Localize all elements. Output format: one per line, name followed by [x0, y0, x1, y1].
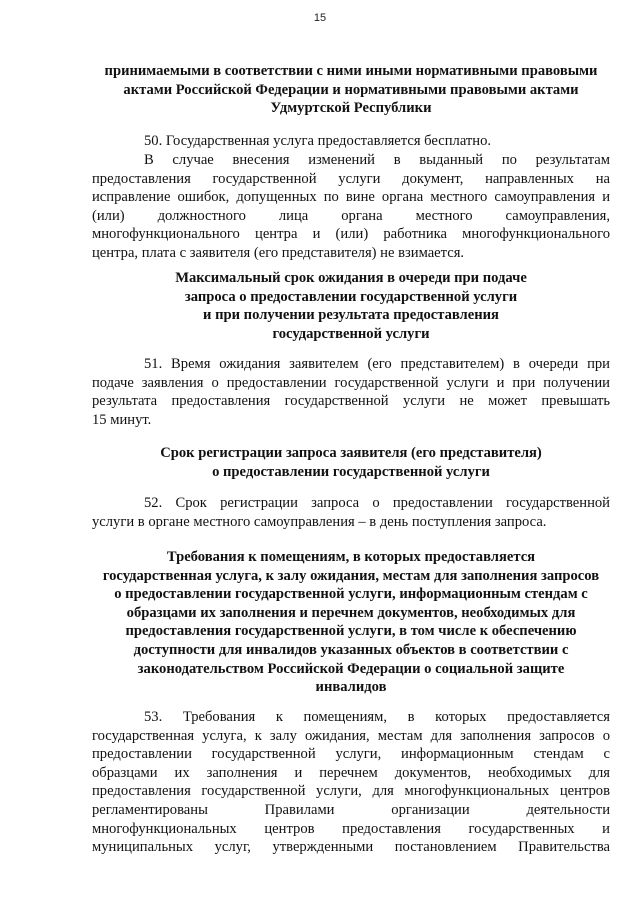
paragraph-line: государственная услуга, к залу ожидания, местам для заполнения запросов о [92, 727, 610, 744]
paragraph-line: 53. Требования к помещениям, в которых предоставляется [144, 709, 610, 725]
paragraph-line: результата предоставления государственной услуги не может превышать [92, 393, 610, 410]
paragraph-line: 15 минут. [92, 411, 152, 428]
heading-line: государственной услуги [272, 325, 430, 342]
paragraph-line: многофункциональных центров предоставления государственных и [92, 820, 610, 837]
heading-line: государственная услуга, к залу ожидания, местам для заполнения запросов [102, 567, 600, 584]
paragraph-50 [92, 132, 610, 151]
heading-line: актами Российской Федерации и нормативными правовыми актами [123, 81, 579, 98]
paragraph-53 [92, 708, 610, 857]
heading-line: и при получении результата предоставления [203, 307, 499, 324]
paragraph-line: услуги в органе местного самоуправления – в день поступления запроса. [92, 513, 547, 530]
heading-line: Удмуртской Республики [270, 100, 432, 117]
heading-line: принимаемыми в соответствии с ними иными нормативными правовыми [104, 63, 598, 79]
heading-line: Требования к помещениям, в которых предоставляется [166, 549, 536, 565]
heading-line: инвалидов [315, 679, 387, 696]
paragraph-line: 50. Государственная услуга предоставляется бесплатно. [144, 133, 492, 149]
paragraph-line: исправление ошибок, допущенных по вине органа местного самоуправления и [92, 189, 610, 206]
paragraph-line: образцами их заполнения и перечнем документов, необходимых для [92, 764, 610, 781]
paragraph-line: 52. Срок регистрации запроса о предоставлении государственной [144, 495, 610, 511]
paragraph-51 [92, 355, 610, 429]
paragraph-line: предоставления государственной услуги, для многофункциональных центров [92, 783, 610, 800]
paragraph-line: предоставления государственной услуги документ, направленных на [92, 170, 610, 187]
paragraph-line: муниципальных услуг, утвержденными постановлением Правительства [92, 839, 610, 856]
heading-line: законодательством Российской Федерации о социальной защите [137, 660, 565, 677]
heading-line: доступности для инвалидов указанных объектов в соответствии с [133, 641, 569, 658]
paragraph-line: В случае внесения изменений в выданный по результатам [144, 152, 610, 168]
paragraph-line: регламентированы Правилами организации деятельности [92, 801, 610, 818]
paragraph-line: предоставлении государственной услуги, информационным стендам с [92, 746, 610, 763]
paragraph-line: 51. Время ожидания заявителем (его представителем) в очереди при [144, 356, 610, 372]
heading-registration-time [92, 444, 610, 481]
paragraph-line: подаче заявления о предоставлении государственной услуги и при получении [92, 374, 610, 391]
heading-max-wait-time [92, 269, 610, 343]
heading-line: предоставления государственной услуги, в том числе к обеспечению [125, 623, 577, 640]
page-number: 15 [313, 12, 327, 24]
paragraph-50-continuation [92, 151, 610, 263]
heading-line: о предоставлении государственной услуги, информационным стендам с [114, 586, 588, 603]
heading-line: образцами их заполнения и перечнем документов, необходимых для [126, 604, 576, 621]
heading-line: Срок регистрации запроса заявителя (его представителя) [160, 445, 542, 461]
heading-premises-requirements [92, 548, 610, 697]
heading-line: Максимальный срок ожидания в очереди при подаче [175, 270, 527, 286]
paragraph-line: (или) должностного лица органа местного самоуправления, [92, 207, 610, 224]
paragraph-line: центра, плата с заявителя (его представителя) не взимается. [92, 244, 465, 261]
paragraph-line: многофункционального центра и (или) работника многофункционального [92, 226, 610, 243]
heading-line: запроса о предоставлении государственной услуги [184, 288, 518, 305]
heading-line: о предоставлении государственной услуги [212, 463, 490, 480]
heading-continuation [92, 62, 610, 118]
paragraph-52 [92, 494, 610, 531]
